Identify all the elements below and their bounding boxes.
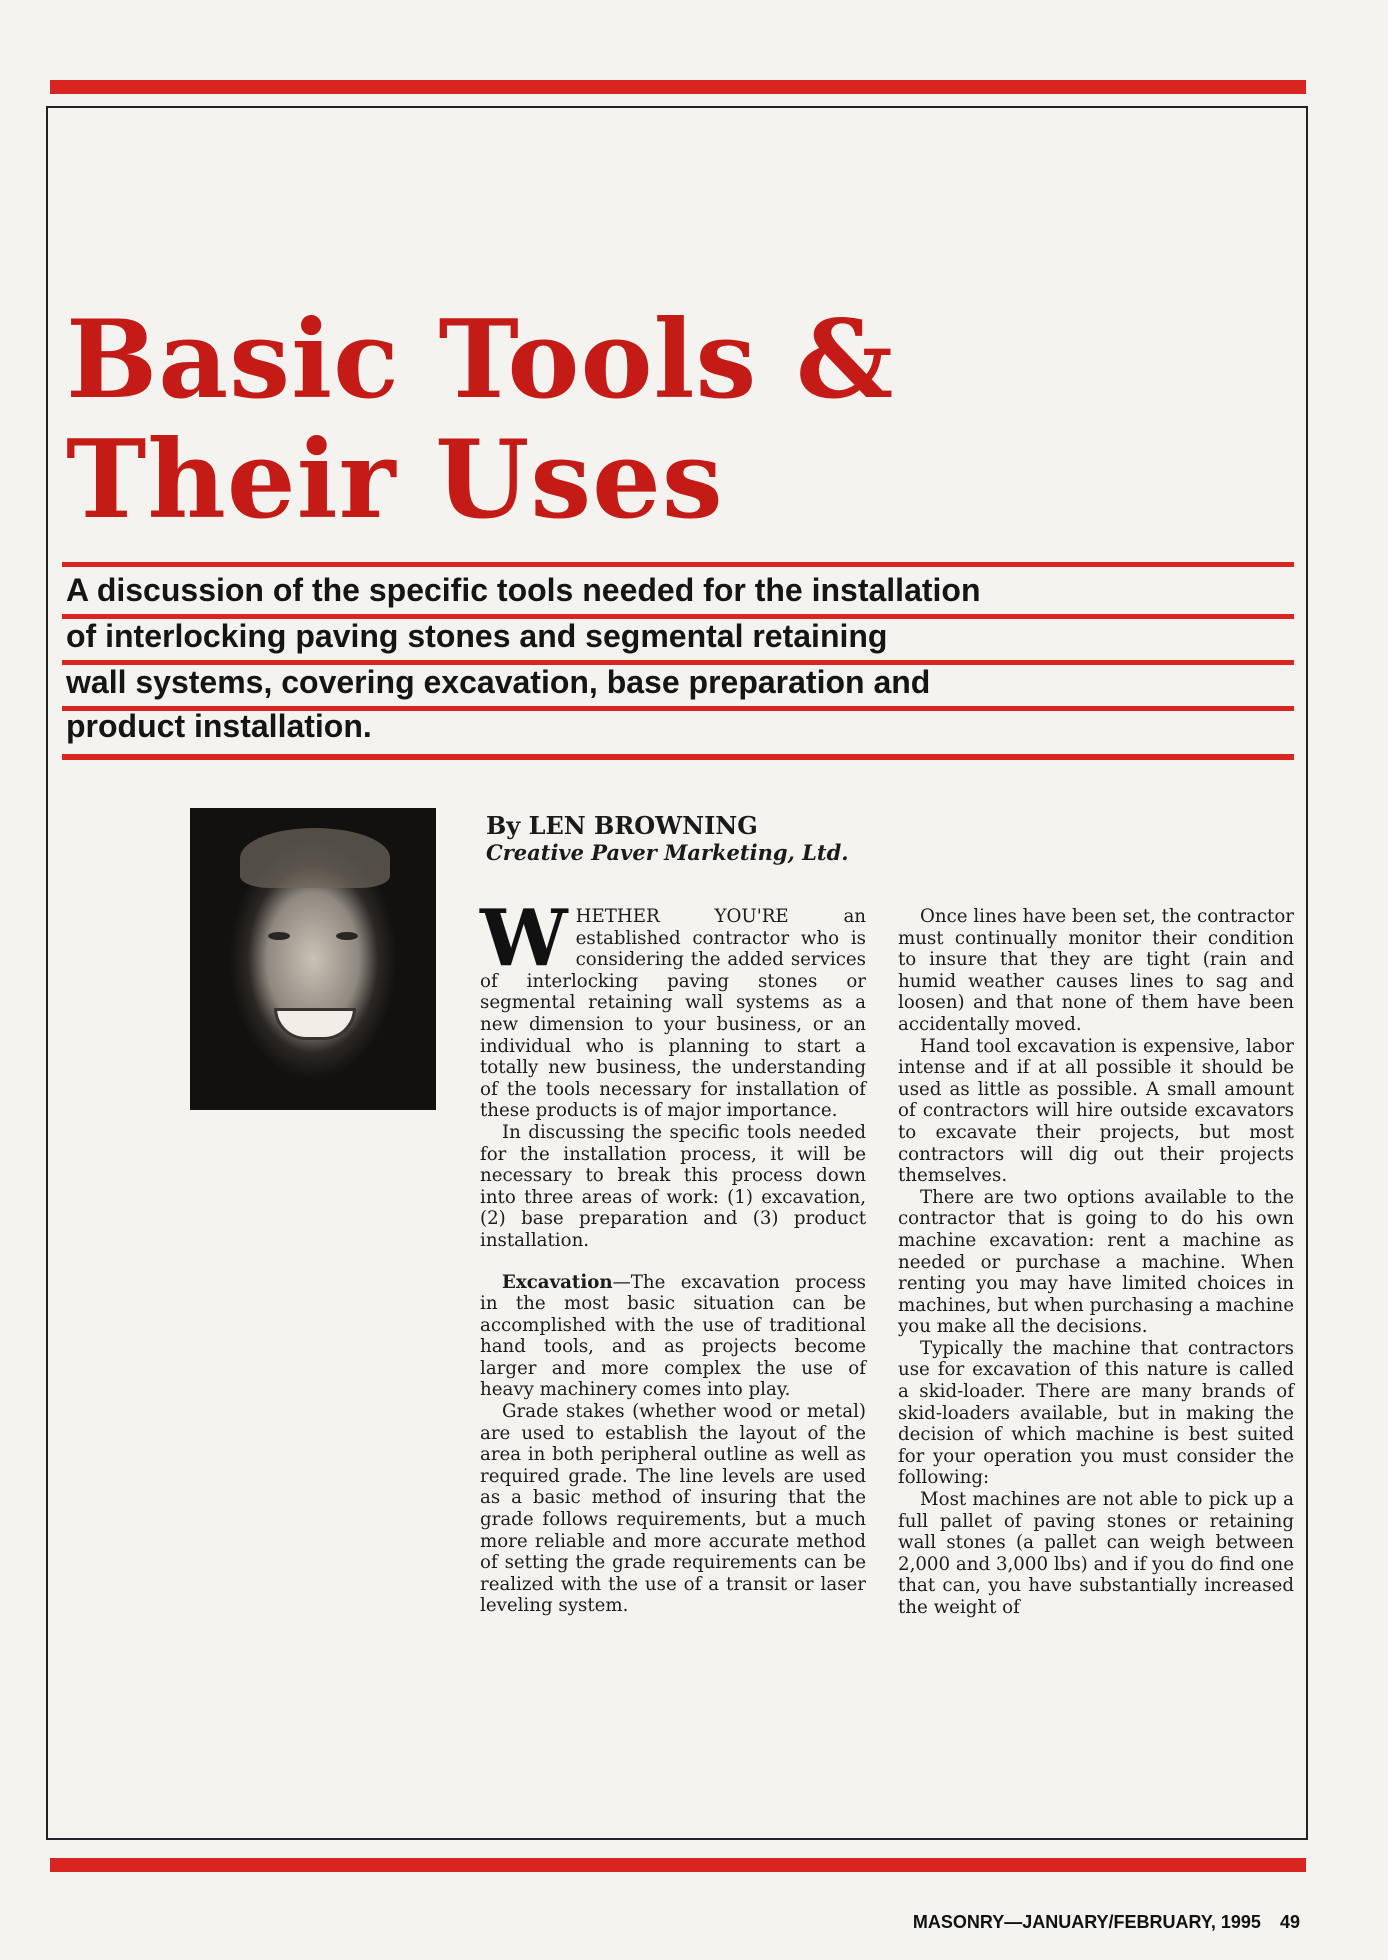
author-name: By LEN BROWNING bbox=[486, 811, 758, 840]
drop-cap: W bbox=[480, 893, 568, 984]
author-photo bbox=[190, 808, 436, 1110]
subtitle-line: wall systems, covering excavation, base preparation and bbox=[66, 664, 931, 700]
subtitle-line: of interlocking paving stones and segmental retaining bbox=[66, 618, 888, 654]
body-paragraph: There are two options available to the contractor that is going to do his own machine excavation: rent a machine as needed or purchase a machine. When renting you may have limited choices in machines, but when purchasing a machine you make all the decisions. bbox=[898, 1186, 1294, 1338]
article-title bbox=[66, 297, 895, 543]
body-column-2 bbox=[898, 906, 1294, 1619]
top-red-bar bbox=[50, 80, 1306, 94]
author-organization: Creative Paver Marketing, Ltd. bbox=[486, 840, 849, 865]
paragraph-text: HETHER YOU'RE an established contractor who is considering the added services of interlocking paving stones or segmental retaining wall systems as a new dimension to your business, or an individual who is planning to start a totally new business, the understanding of the tools necessary for installation of these products is of major importance. bbox=[480, 906, 866, 1122]
subtitle-rule bbox=[62, 754, 1294, 760]
photo-mouth bbox=[274, 1008, 356, 1040]
body-column-1 bbox=[480, 893, 866, 1617]
publication-info: MASONRY—JANUARY/FEBRUARY, 1995 bbox=[912, 1912, 1261, 1932]
subtitle-line: product installation. bbox=[66, 708, 372, 744]
page-footer bbox=[913, 1912, 1300, 1933]
photo-eye bbox=[336, 932, 358, 940]
title-line: Their Uses bbox=[66, 417, 724, 543]
body-paragraph: Hand tool excavation is expensive, labor intense and if at all possible it should be used as little as possible. A small amount of contractors will hire outside excavators to excavate their projects, but most contractors will dig out their projects themselves. bbox=[898, 1035, 1294, 1187]
body-paragraph: Most machines are not able to pick up a full pallet of paving stones or retaining wall stones (a pallet can weigh between 2,000 and 3,000 lbs) and if you do find one that can, you have substantially increased the weight of bbox=[898, 1489, 1294, 1618]
photo-eye bbox=[268, 932, 290, 940]
body-paragraph: Typically the machine that contractors use for excavation of this nature is called a skid-loader. There are many brands of skid-loaders available, but in making the decision of which machine is best suited for your operation you must consider the following: bbox=[898, 1337, 1294, 1489]
bottom-red-bar bbox=[50, 1858, 1306, 1872]
body-paragraph: In discussing the specific tools needed for the installation process, it will be necessary to break this process down into three areas of work: (1) excavation, (2) base preparation and (3) product installation. bbox=[480, 1121, 866, 1251]
body-paragraph: Once lines have been set, the contractor must continually monitor their condition to insure that they are tight (rain and humid weather causes lines to sag and loosen) and that none of them have been accidentally moved. bbox=[898, 906, 1294, 1035]
section-runin-heading: Excavation bbox=[502, 1271, 613, 1293]
body-paragraph: Grade stakes (whether wood or metal) are used to establish the layout of the area in both peripheral outline as well as required grade. The line levels are used as a basic method of insuring that the grade follows requirements, but a much more reliable and more accurate method of setting the grade requirements can be realized with the use of a transit or laser leveling system. bbox=[480, 1401, 866, 1617]
page-number: 49 bbox=[1279, 1912, 1300, 1932]
body-paragraph bbox=[480, 1272, 866, 1402]
subtitle-line: A discussion of the specific tools needed for the installation bbox=[66, 572, 981, 608]
subtitle-rule bbox=[62, 562, 1294, 567]
body-paragraph bbox=[480, 893, 866, 1122]
title-line: Basic Tools & bbox=[66, 297, 895, 423]
byline bbox=[486, 812, 849, 866]
paragraph-text: —The excavation process in the most basic situation can be accomplished with the use of traditional hand tools, and as projects become larger and more complex the use of heavy machinery comes into play. bbox=[480, 1271, 866, 1401]
photo-hair bbox=[240, 828, 390, 888]
